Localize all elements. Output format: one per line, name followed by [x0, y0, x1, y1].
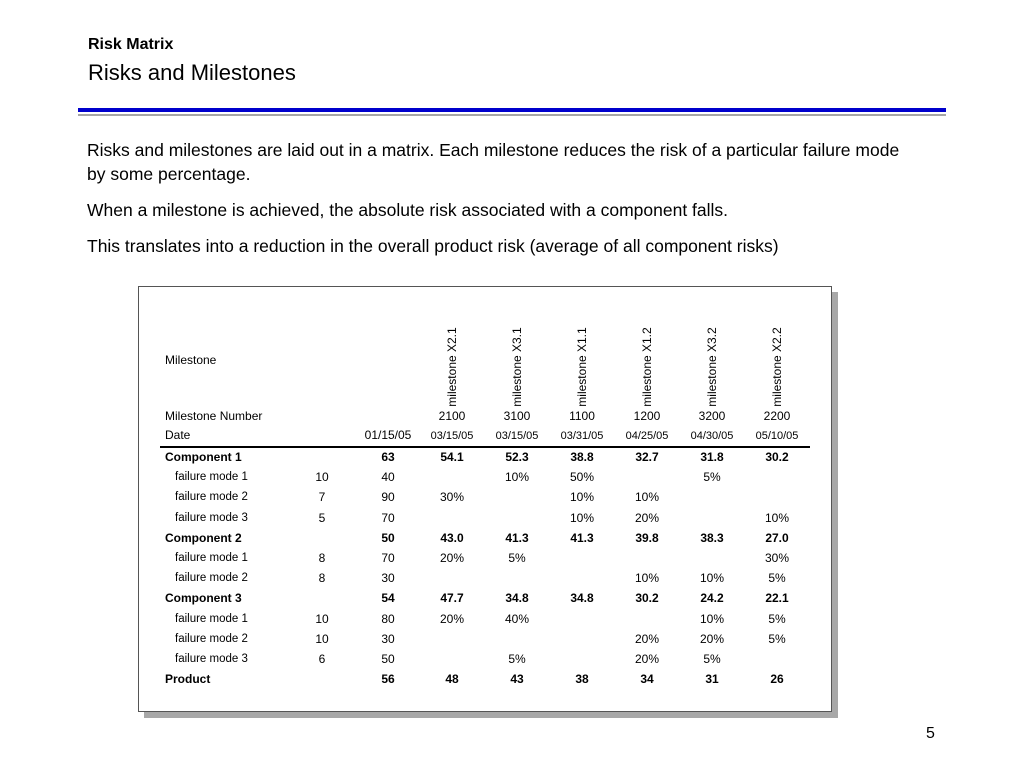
- milestone-name-2: milestone X3.1: [510, 327, 524, 407]
- row-label: failure mode 1: [175, 613, 248, 625]
- row-label: Product: [165, 672, 211, 686]
- row-value: 10%: [634, 490, 660, 504]
- row-value: 10%: [634, 571, 660, 585]
- milestone-date-5: 04/30/05: [690, 430, 734, 442]
- row-value: 10%: [699, 612, 725, 626]
- row-value: 30%: [764, 551, 790, 565]
- row-value: 54.1: [440, 450, 464, 464]
- row-label: failure mode 1: [175, 471, 248, 483]
- row-risk: 90: [381, 490, 395, 504]
- row-label: failure mode 3: [175, 653, 248, 665]
- row-risk: 70: [381, 551, 395, 565]
- row-value: 38.3: [700, 531, 724, 545]
- page-number: 5: [926, 725, 935, 742]
- row-risk: 40: [381, 470, 395, 484]
- milestone-number-3: 1100: [569, 409, 595, 423]
- milestone-name-3: milestone X1.1: [575, 327, 589, 407]
- row-value: 20%: [634, 632, 660, 646]
- row-value: 43: [510, 672, 524, 686]
- row-value: 34: [640, 672, 654, 686]
- row-weight: 6: [318, 652, 326, 666]
- row-value: 5%: [508, 652, 526, 666]
- row-value: 30%: [439, 490, 465, 504]
- milestone-date-2: 03/15/05: [495, 430, 539, 442]
- row-value: 22.1: [765, 591, 789, 605]
- date-label: Date: [165, 428, 191, 442]
- slide-title: Risks and Milestones: [88, 60, 296, 85]
- row-value: 10%: [764, 511, 790, 525]
- row-value: 41.3: [505, 531, 529, 545]
- row-value: 20%: [439, 551, 465, 565]
- row-risk: 50: [381, 652, 395, 666]
- row-value: 27.0: [765, 531, 789, 545]
- milestone-name-1: milestone X2.1: [445, 327, 459, 407]
- row-value: 38: [575, 672, 589, 686]
- row-risk: 63: [381, 450, 395, 464]
- milestone-date-6: 05/10/05: [755, 430, 799, 442]
- row-risk: 54: [381, 591, 395, 605]
- row-label: Component 2: [165, 531, 242, 545]
- row-label: failure mode 2: [175, 491, 248, 503]
- milestone-number-6: 2200: [763, 409, 791, 423]
- paragraph-1: Risks and milestones are laid out in a matrix. Each milestone reduces the risk of a particular failure mode by some percentage.: [87, 140, 900, 184]
- row-weight: 7: [318, 490, 326, 504]
- row-value: 34.8: [570, 591, 594, 605]
- row-value: 20%: [634, 511, 660, 525]
- row-value: 38.8: [570, 450, 594, 464]
- row-value: 5%: [768, 571, 786, 585]
- row-risk: 80: [381, 612, 395, 626]
- milestone-number-label: Milestone Number: [165, 409, 263, 423]
- row-value: 52.3: [505, 450, 529, 464]
- body-text: [87, 138, 917, 270]
- milestone-name-4: milestone X1.2: [640, 327, 654, 407]
- row-weight: 10: [315, 632, 329, 646]
- row-value: 5%: [703, 652, 721, 666]
- milestone-number-5: 3200: [698, 409, 726, 423]
- row-label: failure mode 3: [175, 512, 248, 524]
- milestone-name-5: milestone X3.2: [705, 327, 719, 407]
- row-value: 10%: [504, 470, 530, 484]
- row-value: 50%: [569, 470, 595, 484]
- row-value: 31: [705, 672, 719, 686]
- row-value: 10%: [699, 571, 725, 585]
- row-risk: 30: [381, 632, 395, 646]
- row-value: 20%: [634, 652, 660, 666]
- milestone-name-6: milestone X2.2: [770, 327, 784, 407]
- row-value: 34.8: [505, 591, 529, 605]
- row-value: 24.2: [700, 591, 724, 605]
- row-value: 5%: [768, 612, 786, 626]
- row-label: failure mode 2: [175, 572, 248, 584]
- row-value: 10%: [569, 511, 595, 525]
- row-risk: 50: [381, 531, 395, 545]
- milestone-label: Milestone: [165, 353, 217, 367]
- row-value: 41.3: [570, 531, 594, 545]
- row-risk: 30: [381, 571, 395, 585]
- milestone-number-4: 1200: [633, 409, 661, 423]
- row-label: failure mode 2: [175, 633, 248, 645]
- table-header-rule: [160, 446, 810, 448]
- base-date: 01/15/05: [364, 428, 412, 442]
- row-label: failure mode 1: [175, 552, 248, 564]
- slide-subtitle: Risk Matrix: [88, 36, 174, 53]
- row-value: 10%: [569, 490, 595, 504]
- row-label: Component 3: [165, 591, 242, 605]
- row-value: 40%: [504, 612, 530, 626]
- row-value: 5%: [703, 470, 721, 484]
- row-value: 30.2: [765, 450, 789, 464]
- row-value: 20%: [699, 632, 725, 646]
- paragraph-3: This translates into a reduction in the overall product risk (average of all component risks): [87, 236, 779, 256]
- row-risk: 70: [381, 511, 395, 525]
- header-rule-gray: [78, 114, 946, 116]
- milestone-number-2: 3100: [503, 409, 531, 423]
- row-weight: 10: [315, 470, 329, 484]
- row-risk: 56: [381, 672, 395, 686]
- milestone-date-3: 03/31/05: [560, 430, 604, 442]
- row-value: 48: [445, 672, 459, 686]
- row-value: 31.8: [700, 450, 724, 464]
- row-value: 32.7: [635, 450, 659, 464]
- row-weight: 8: [318, 571, 326, 585]
- row-value: 30.2: [635, 591, 659, 605]
- row-label: Component 1: [165, 450, 242, 464]
- row-value: 43.0: [440, 531, 464, 545]
- row-value: 20%: [439, 612, 465, 626]
- row-value: 5%: [508, 551, 526, 565]
- row-value: 5%: [768, 632, 786, 646]
- milestone-date-4: 04/25/05: [625, 430, 669, 442]
- row-weight: 8: [318, 551, 326, 565]
- milestone-number-1: 2100: [438, 409, 466, 423]
- row-value: 39.8: [635, 531, 659, 545]
- row-weight: 5: [318, 511, 326, 525]
- paragraph-2: When a milestone is achieved, the absolute risk associated with a component falls.: [87, 200, 729, 220]
- header-rule-blue: [78, 108, 946, 112]
- milestone-date-1: 03/15/05: [430, 430, 474, 442]
- row-value: 26: [770, 672, 784, 686]
- row-value: 47.7: [440, 591, 464, 605]
- row-weight: 10: [315, 612, 329, 626]
